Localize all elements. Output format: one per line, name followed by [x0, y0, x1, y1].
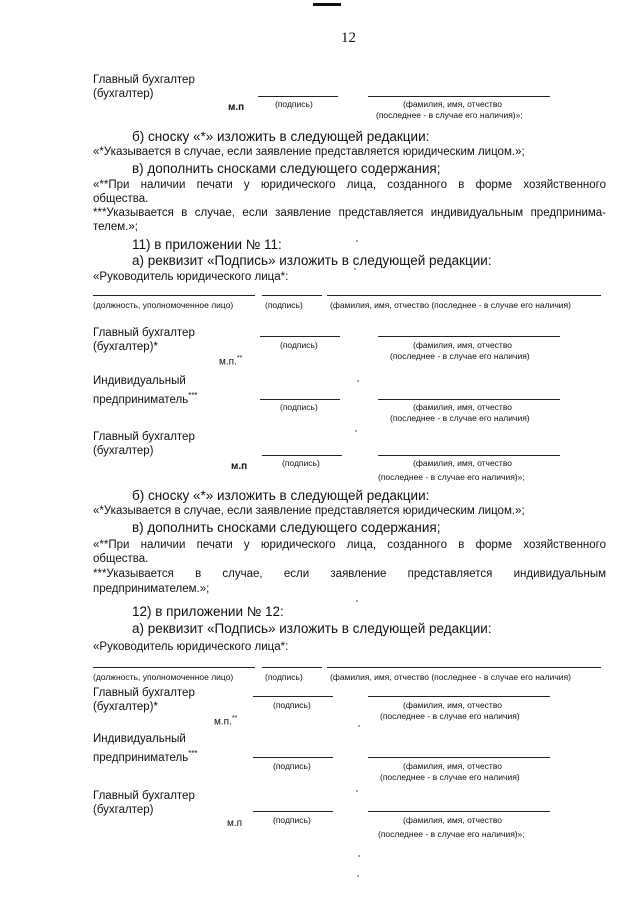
section-11-footnote-3-line-1: ***Указывается в случае, если заявление представляется индивидуальным: [93, 568, 606, 580]
section-11-item-a: а) реквизит «Подпись» изложить в следующей редакции:: [132, 253, 492, 268]
fio-line: [368, 696, 550, 697]
fio-caption: (фамилия, имя, отчество: [403, 700, 502, 710]
fio-line: [368, 757, 550, 758]
fio-line: [378, 336, 560, 337]
section-11-footnote-2-line-1: «**При наличии печати у юридического лица, созданного в форме хозяйственного: [93, 539, 606, 551]
signature-line: [253, 757, 333, 758]
signature-line: [253, 811, 333, 812]
stamp-place-label: м.п.**: [214, 715, 238, 728]
page-number: 12: [341, 30, 356, 46]
section-11-item-b: б) сноску «*» изложить в следующей редакции:: [132, 488, 430, 503]
footnote-2-line-1: «**При наличии печати у юридического лица, созданного в форме хозяйственного: [93, 179, 606, 191]
position-line: [93, 667, 255, 668]
signature-caption: (подпись): [275, 99, 313, 109]
chief-accountant-label-2: (бухгалтер)*: [93, 701, 158, 713]
entrepreneur-label-2: предприниматель***: [93, 749, 198, 764]
chief-accountant-label: Главный бухгалтер: [93, 74, 195, 86]
fio-line: [368, 811, 550, 812]
entrepreneur-label-2: предприниматель***: [93, 391, 198, 406]
signature-line: [253, 696, 333, 697]
fio-caption: (фамилия, имя, отчество: [403, 99, 502, 109]
footnote-3-line-2: телем.»;: [93, 221, 138, 233]
signature-line: [262, 667, 322, 668]
fio-caption-2: (последнее - в случае его наличия): [390, 351, 530, 361]
scan-speck: [355, 430, 357, 432]
section-11-item-v: в) дополнить сносками следующего содержания;: [132, 520, 441, 535]
signature-line: [262, 455, 342, 456]
signature-caption: (подпись): [273, 761, 311, 771]
position-line: [93, 295, 255, 296]
fio-line: [368, 96, 550, 97]
stamp-place-label: м.п.**: [219, 355, 243, 368]
signature-caption: (подпись): [273, 700, 311, 710]
stamp-place-label: м.п: [228, 102, 245, 113]
signature-line: [260, 336, 340, 337]
signature-caption: (подпись): [265, 300, 303, 310]
chief-accountant-label-2: (бухгалтер): [93, 445, 154, 457]
stamp-place-label: м.п: [231, 461, 248, 472]
footnote-2-line-2: общества.: [93, 193, 149, 205]
scan-speck: [358, 855, 360, 857]
signature-caption: (подпись): [282, 458, 320, 468]
fio-caption: (фамилия, имя, отчество: [413, 340, 512, 350]
fio-line: [378, 399, 560, 400]
section-11-footnote-3-line-2: предпринимателем.»;: [93, 583, 210, 595]
scan-mark: [313, 3, 341, 6]
section-12-heading: 12) в приложении № 12:: [132, 604, 284, 619]
chief-accountant-label: Главный бухгалтер: [93, 431, 195, 443]
fio-caption: (фамилия, имя, отчество: [403, 761, 502, 771]
signature-line: [260, 399, 340, 400]
scan-speck: [354, 268, 356, 270]
chief-accountant-label: Главный бухгалтер: [93, 327, 195, 339]
fio-caption-2: (последнее - в случае его наличия)»;: [378, 472, 525, 482]
entrepreneur-label: Индивидуальный: [93, 375, 186, 387]
fio-caption-2: (последнее - в случае его наличия)»;: [376, 110, 523, 120]
fio-caption-2: (последнее - в случае его наличия)»;: [378, 829, 525, 839]
section-12-item-a: а) реквизит «Подпись» изложить в следующей редакции:: [132, 621, 492, 636]
scan-speck: [357, 380, 359, 382]
scan-speck: [358, 725, 360, 727]
position-caption: (должность, уполномоченное лицо): [93, 300, 234, 310]
fio-line: [327, 295, 601, 296]
chief-accountant-label: Главный бухгалтер: [93, 790, 195, 802]
fio-caption: (фамилия, имя, отчество: [413, 402, 512, 412]
signature-caption: (подпись): [280, 402, 318, 412]
scan-speck: [357, 875, 359, 877]
item-v: в) дополнить сносками следующего содержания;: [132, 161, 441, 176]
fio-caption-2: (последнее - в случае его наличия): [380, 711, 520, 721]
fio-caption-2: (последнее - в случае его наличия): [390, 413, 530, 423]
fio-line: [327, 667, 601, 668]
chief-accountant-label: Главный бухгалтер: [93, 687, 195, 699]
section-11-footnote-1: «*Указывается в случае, если заявление представляется юридическим лицом.»;: [93, 505, 525, 517]
signature-line: [262, 295, 322, 296]
entrepreneur-label: Индивидуальный: [93, 733, 186, 745]
section-11-footnote-2-line-2: общества.: [93, 553, 149, 565]
scan-speck: [356, 790, 358, 792]
chief-accountant-label-2: (бухгалтер)*: [93, 341, 158, 353]
chief-accountant-label-2: (бухгалтер): [93, 88, 154, 100]
fio-line: [378, 455, 560, 456]
leader-label: «Руководитель юридического лица*:: [93, 641, 289, 653]
item-b: б) сноску «*» изложить в следующей редакции:: [132, 129, 430, 144]
footnote-1: «*Указывается в случае, если заявление представляется юридическим лицом.»;: [93, 146, 525, 158]
footnote-3-line-1: ***Указывается в случае, если заявление представляется индивидуальным предпринима-: [93, 207, 606, 219]
leader-label: «Руководитель юридического лица*:: [93, 271, 289, 283]
fio-caption: (фамилия, имя, отчество (последнее - в случае его наличия): [330, 672, 571, 682]
stamp-place-label: м.п: [227, 818, 243, 829]
signature-caption: (подпись): [265, 672, 303, 682]
signature-line: [258, 96, 338, 97]
chief-accountant-label-2: (бухгалтер): [93, 804, 154, 816]
fio-caption: (фамилия, имя, отчество: [413, 458, 512, 468]
scan-speck: [356, 240, 358, 242]
section-11-heading: 11) в приложении № 11:: [132, 237, 282, 252]
signature-caption: (подпись): [280, 340, 318, 350]
scan-speck: [356, 600, 358, 602]
fio-caption-2: (последнее - в случае его наличия): [380, 772, 520, 782]
signature-caption: (подпись): [273, 815, 311, 825]
position-caption: (должность, уполномоченное лицо): [93, 672, 234, 682]
fio-caption: (фамилия, имя, отчество (последнее - в случае его наличия): [330, 300, 571, 310]
fio-caption: (фамилия, имя, отчество: [403, 815, 502, 825]
